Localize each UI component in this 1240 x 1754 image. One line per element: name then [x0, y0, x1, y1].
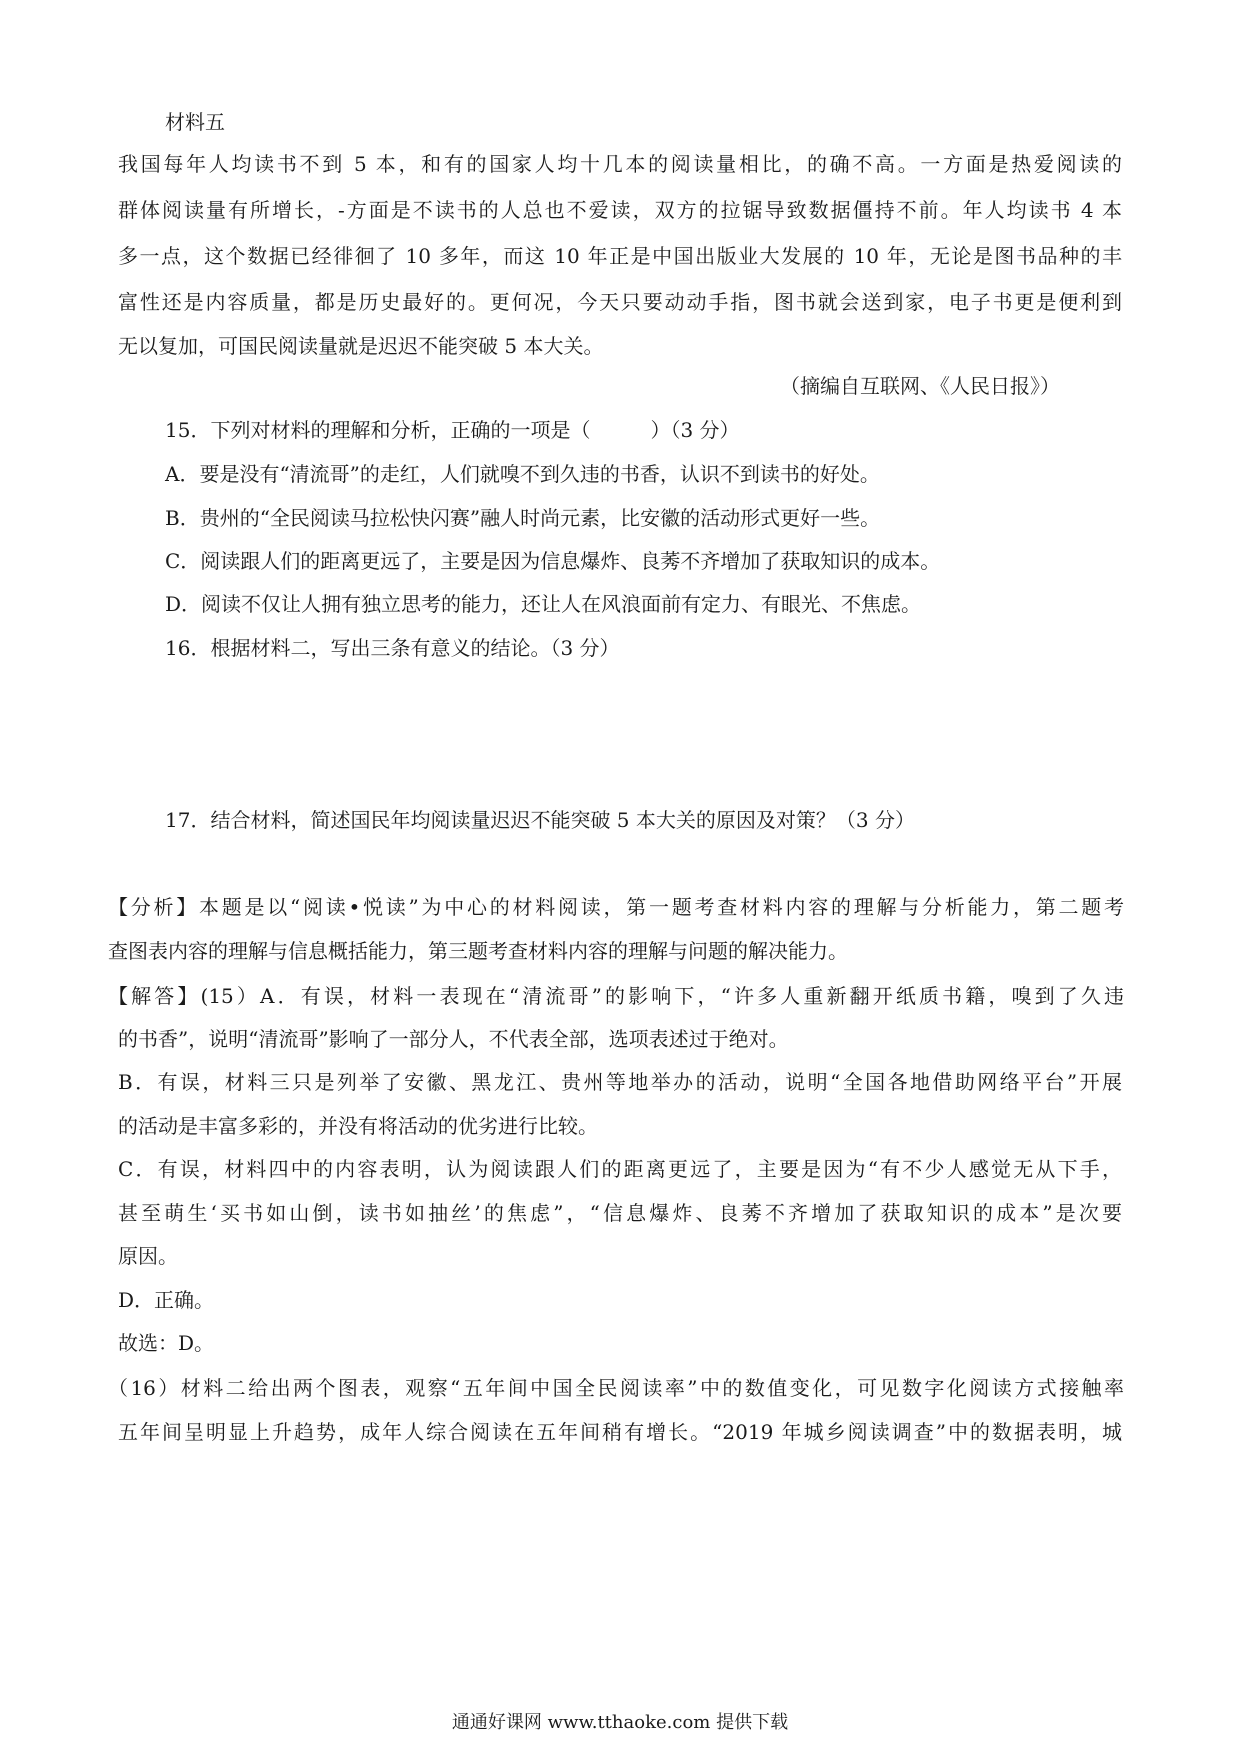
question-16: 16．根据材料二，写出三条有意义的结论。（3 分） [165, 636, 620, 660]
option-b: B．贵州的“全民阅读马拉松快闪赛”融人时尚元素，比安徽的活动形式更好一些。 [165, 506, 881, 530]
material-heading: 材料五 [165, 110, 225, 134]
material-paragraph-line: 无以复加，可国民阅读量就是迟迟不能突破 5 本大关。 [118, 334, 604, 358]
material-paragraph-line: 群体阅读量有所增长，-方面是不读书的人总也不爱读，双方的拉锯导致数据僵持不前。年人均读书 4 本 [118, 198, 1122, 222]
material-paragraph-line: 富性还是内容质量，都是历史最好的。更何况，今天只要动动手指，图书就会送到家，电子书更是便利到 [118, 290, 1122, 314]
answer-line: 故选：D。 [118, 1331, 215, 1355]
answer-line: 的书香”，说明“清流哥”影响了一部分人，不代表全部，选项表述过于绝对。 [118, 1027, 789, 1051]
analysis-line: 【分析】本题是以“阅读•悦读”为中心的材料阅读，第一题考查材料内容的理解与分析能力，第二题考 [108, 895, 1124, 919]
answer-line: B．有误，材料三只是列举了安徽、黑龙江、贵州等地举办的活动，说明“全国各地借助网络平台”开展 [118, 1070, 1122, 1094]
material-source: （摘编自互联网、《人民日报》） [780, 374, 1060, 398]
option-a: A．要是没有“清流哥”的走红，人们就嗅不到久违的书香，认识不到读书的好处。 [165, 462, 880, 486]
question-17: 17．结合材料，简述国民年均阅读量迟迟不能突破 5 本大关的原因及对策？（3 分） [165, 808, 915, 832]
answer-line: 五年间呈明显上升趋势，成年人综合阅读在五年间稍有增长。“2019 年城乡阅读调查”中的数据表明，城 [118, 1420, 1122, 1444]
answer-line: 【解答】(15）A．有误，材料一表现在“清流哥”的影响下，“许多人重新翻开纸质书籍，嗅到了久违 [108, 984, 1124, 1008]
analysis-line: 查图表内容的理解与信息概括能力，第三题考查材料内容的理解与问题的解决能力。 [108, 939, 848, 963]
answer-line: 的活动是丰富多彩的，并没有将活动的优劣进行比较。 [118, 1114, 598, 1138]
option-d: D．阅读不仅让人拥有独立思考的能力，还让人在风浪面前有定力、有眼光、不焦虑。 [165, 592, 922, 616]
page-footer: 通通好课网 www.tthaoke.com 提供下载 [451, 1712, 789, 1733]
answer-line: D．正确。 [118, 1288, 215, 1312]
option-c: C．阅读跟人们的距离更远了，主要是因为信息爆炸、良莠不齐增加了获取知识的成本。 [165, 549, 941, 573]
material-paragraph-line: 多一点，这个数据已经徘徊了 10 多年，而这 10 年正是中国出版业大发展的 10 年，无论是图书品种的丰 [118, 244, 1122, 268]
answer-line: （16）材料二给出两个图表，观察“五年间中国全民阅读率”中的数值变化，可见数字化阅读方式接触率 [108, 1376, 1124, 1400]
material-paragraph-line: 我国每年人均读书不到 5 本，和有的国家人均十几本的阅读量相比，的确不高。一方面是热爱阅读的 [118, 152, 1122, 176]
answer-line: 甚至萌生‘买书如山倒，读书如抽丝’的焦虑”，“信息爆炸、良莠不齐增加了获取知识的成本”是次要 [118, 1201, 1122, 1225]
answer-line: C．有误，材料四中的内容表明，认为阅读跟人们的距离更远了，主要是因为“有不少人感觉无从下手， [118, 1157, 1122, 1181]
answer-line: 原因。 [118, 1244, 178, 1268]
question-15: 15．下列对材料的理解和分析，正确的一项是（ ）（3 分） [165, 418, 740, 442]
